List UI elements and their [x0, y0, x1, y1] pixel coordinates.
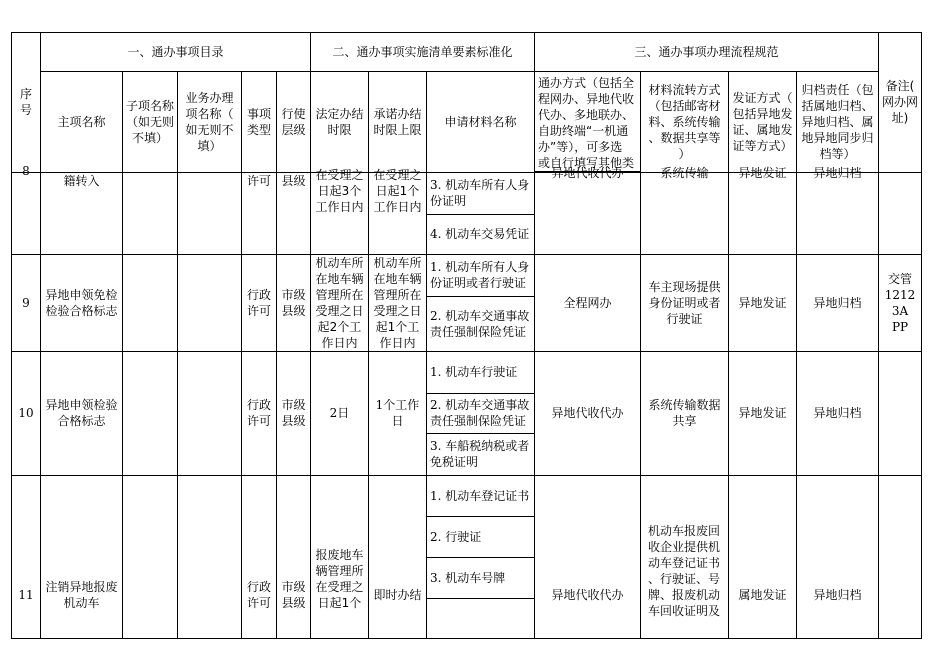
row-9-main-name: 异地申领免检 检验合格标志	[41, 254, 123, 351]
row-9-sub-name	[123, 254, 178, 351]
row-10-material-2: 2. 机动车交通事故 责任强制保险凭证	[427, 393, 535, 433]
row-10-biz-name	[178, 351, 242, 475]
row-11-remark	[879, 475, 922, 638]
row-11-material-2: 2. 行驶证	[427, 516, 535, 557]
row-10-seq: 10	[12, 351, 41, 475]
header-item-type: 事项 类型	[242, 72, 277, 173]
row-8-level: 县级	[277, 172, 311, 254]
row-10-archive: 异地归档	[797, 351, 879, 475]
header-materials: 申请材料名称	[427, 72, 535, 173]
header-flow: 材料流转方式 （包括邮寄材 料、系统传输 、数据共享等 ）	[641, 72, 729, 173]
header-biz-name: 业务办理 项名称（ 如无则不 填）	[178, 72, 242, 173]
row-10-material-1: 1. 机动车行驶证	[427, 351, 535, 393]
row-9-legal-limit: 机动车所 在地车辆 管理所在 受理之日 起2个工 作日内	[311, 254, 369, 351]
service-list-table	[11, 32, 922, 639]
header-group-standardization: 二、通办事项实施清单要素标准化	[311, 33, 535, 72]
row-11-legal-limit: 报废地车 辆管理所 在受理之 日起1个	[311, 475, 369, 638]
header-promise-limit: 承诺办结 时限上限	[369, 72, 427, 173]
header-cert: 发证方式（ 包括异地发 证、属地发 证等方式）	[729, 72, 797, 173]
row-11-promise-limit: 即时办结	[369, 475, 427, 638]
row-9-method: 全程网办	[535, 254, 641, 351]
row-10-type: 行政 许可	[242, 351, 277, 475]
row-8-legal-limit: 在受理之 日起3个 工作日内	[311, 172, 369, 254]
row-8-biz-name	[178, 172, 242, 254]
row-10-level: 市级 县级	[277, 351, 311, 475]
row-8-sub-name	[123, 172, 178, 254]
header-group-catalog: 一、通办事项目录	[41, 33, 311, 72]
row-10-legal-limit: 2日	[311, 351, 369, 475]
row-9-cert: 异地发证	[729, 254, 797, 351]
row-10-sub-name	[123, 351, 178, 475]
row-11-level: 市级 县级	[277, 475, 311, 638]
header-legal-limit: 法定办结 时限	[311, 72, 369, 173]
row-11-type: 行政 许可	[242, 475, 277, 638]
row-10-remark	[879, 351, 922, 475]
header-archive: 归档责任（包 括属地归档、 异地归档、属 地异地同步归 档等）	[797, 72, 879, 173]
header-sub-name: 子项名称 （如无则 不填）	[123, 72, 178, 173]
row-9-remark: 交管 12123A PP	[879, 254, 922, 351]
row-11-flow: 机动车报废回 收企业提供机 动车登记证书 、行驶证、号 牌、报废机动 车回收证明及	[641, 475, 729, 638]
header-seq: 序 号	[12, 33, 41, 173]
row-8-remark	[879, 172, 922, 254]
row-8-type: 许可	[242, 172, 277, 254]
row-11-seq: 11	[12, 475, 41, 638]
row-8-flow: 系统传输	[641, 172, 729, 254]
row-9-biz-name	[178, 254, 242, 351]
row-9-promise-limit: 机动车所 在地车辆 管理所在 受理之日 起1个工 作日内	[369, 254, 427, 351]
header-level: 行使 层级	[277, 72, 311, 173]
row-10-flow: 系统传输数据 共享	[641, 351, 729, 475]
row-9-seq: 9	[12, 254, 41, 351]
row-8-main-name: 籍转入	[41, 172, 123, 254]
row-11-material-3: 3. 机动车号牌	[427, 557, 535, 598]
row-8-cert: 异地发证	[729, 172, 797, 254]
spreadsheet-sheet	[11, 32, 921, 618]
row-9-flow: 车主现场提供 身份证明或者 行驶证	[641, 254, 729, 351]
row-8-archive: 异地归档	[797, 172, 879, 254]
row-11-material-1: 1. 机动车登记证书	[427, 475, 535, 516]
row-10-material-3: 3. 车船税纳税或者 免税证明	[427, 433, 535, 475]
header-remark: 备注( 网办网 址)	[879, 33, 922, 173]
header-method: 通办方式（包括全 程网办、异地代收 代办、多地联办、 自助终端“一机通 办”等），可多选 或自行填写其他类	[535, 72, 641, 173]
row-11-cert: 属地发证	[729, 475, 797, 638]
row-9-type: 行政 许可	[242, 254, 277, 351]
row-9-material-2: 2. 机动车交通事故 责任强制保险凭证	[427, 296, 535, 351]
row-11-archive: 异地归档	[797, 475, 879, 638]
row-11-method: 异地代收代办	[535, 475, 641, 638]
row-11-biz-name	[178, 475, 242, 638]
row-10-promise-limit: 1个工作 日	[369, 351, 427, 475]
row-8-method: 异地代收代办	[535, 172, 641, 254]
row-11-sub-name	[123, 475, 178, 638]
row-11-material-4	[427, 598, 535, 638]
row-8-seq: 8	[12, 172, 41, 254]
row-10-main-name: 异地申领检验 合格标志	[41, 351, 123, 475]
row-8-material-3: 3. 机动车所有人身 份证明	[427, 172, 535, 214]
row-9-material-1: 1. 机动车所有人身 份证明或者行驶证	[427, 254, 535, 296]
row-8-promise-limit: 在受理之 日起1个 工作日内	[369, 172, 427, 254]
row-8-material-4: 4. 机动车交易凭证	[427, 214, 535, 254]
row-10-method: 异地代收代办	[535, 351, 641, 475]
header-group-process: 三、通办事项办理流程规范	[535, 33, 879, 72]
row-9-archive: 异地归档	[797, 254, 879, 351]
row-9-level: 市级 县级	[277, 254, 311, 351]
row-10-cert: 异地发证	[729, 351, 797, 475]
header-main-name: 主项名称	[41, 72, 123, 173]
row-11-main-name: 注销异地报废 机动车	[41, 475, 123, 638]
